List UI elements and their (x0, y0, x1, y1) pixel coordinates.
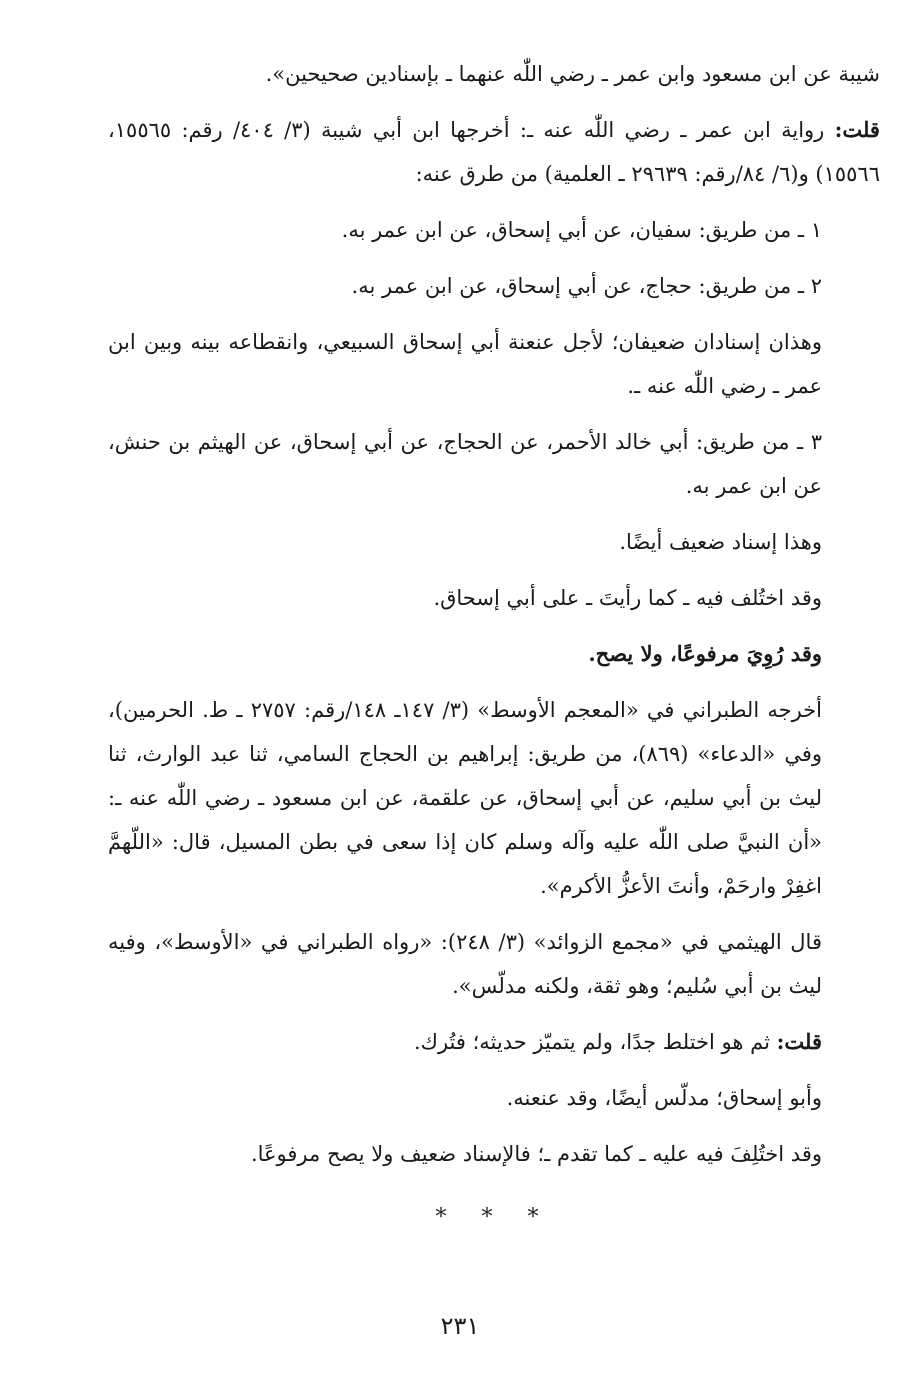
paragraph-marfu-heading: وقد رُوِيَ مرفوعًا، ولا يصح. (588, 641, 822, 666)
paragraph-qultu-ibn-umar: قلت: رواية ابن عمر ـ رضي اللّٰه عنه ـ: أخرجها ابن أبي شيبة (٣/ ٤٠٤/ رقم: ١٥٥٦٥، ١٥٥٦٦) و(٦/ ٨٤/رقم: ٢٩٦٣٩ ـ العلمية) من طرق عنه: (108, 117, 880, 186)
lead-word: قلت: (776, 1029, 822, 1054)
page-number: ٢٣١ (440, 1312, 480, 1340)
paragraph-also-weak: وهذا إسناد ضعيف أيضًا. (619, 530, 822, 554)
page-body (108, 52, 880, 1240)
paragraph-route-2: ٢ ـ من طريق: حجاج، عن أبي إسحاق، عن ابن عمر به. (351, 274, 822, 298)
lead-word: قلت: (834, 117, 880, 142)
paragraph-disagreement: وقد اختُلف فيه ـ كما رأيتَ ـ على أبي إسحاق. (433, 586, 822, 610)
paragraph-tabarani: أخرجه الطبراني في «المعجم الأوسط» (٣/ ١٤٧ـ ١٤٨/رقم: ٢٧٥٧ ـ ط. الحرمين)، وفي «الدعاء» (٨٦٩)، من طريق: إبراهيم بن الحجاج السامي، ثنا عبد الوارث، ثنا ليث بن أبي سليم، عن أبي إسحاق، عن علقمة، عن ابن مسعود ـ رضي اللّٰه عنه ـ: «أن النبيَّ صلى اللّٰه عليه وآله وسلم كان إذا سعى في بطن المسيل، قال: «اللّهمَّ اغفِرْ وارحَمْ، وأنتَ الأعزُّ الأكرم». (108, 698, 822, 898)
paragraph-route-1: ١ ـ من طريق: سفيان، عن أبي إسحاق، عن ابن عمر به. (341, 218, 822, 242)
paragraph-conclusion: وقد اختُلِفَ فيه عليه ـ كما تقدم ـ؛ فالإسناد ضعيف ولا يصح مرفوعًا. (250, 1142, 822, 1166)
paragraph-weak-chains: وهذان إسنادان ضعيفان؛ لأجل عنعنة أبي إسحاق السبيعي، وانقطاعه بينه وبين ابن عمر ـ رضي اللّٰه عنه ـ. (108, 330, 822, 398)
paragraph-continuation: شيبة عن ابن مسعود وابن عمر ـ رضي اللّٰه عنهما ـ بإسنادين صحيحين». (265, 62, 880, 86)
paragraph-abu-ishaq: وأبو إسحاق؛ مدلّس أيضًا، وقد عنعنه. (506, 1086, 822, 1110)
paragraph-qultu-ikhtalat: قلت: ثم هو اختلط جدًا، ولم يتميّز حديثه؛ فتُرك. (413, 1029, 822, 1054)
section-divider: * * * (435, 1205, 553, 1230)
paragraph-route-3: ٣ ـ من طريق: أبي خالد الأحمر، عن الحجاج، عن أبي إسحاق، عن الهيثم بن حنش، عن ابن عمر به. (108, 430, 822, 498)
paragraph-haythami: قال الهيثمي في «مجمع الزوائد» (٣/ ٢٤٨): «رواه الطبراني في «الأوسط»، وفيه ليث بن أبي سُليم؛ وهو ثقة، ولكنه مدلّس». (108, 930, 822, 998)
